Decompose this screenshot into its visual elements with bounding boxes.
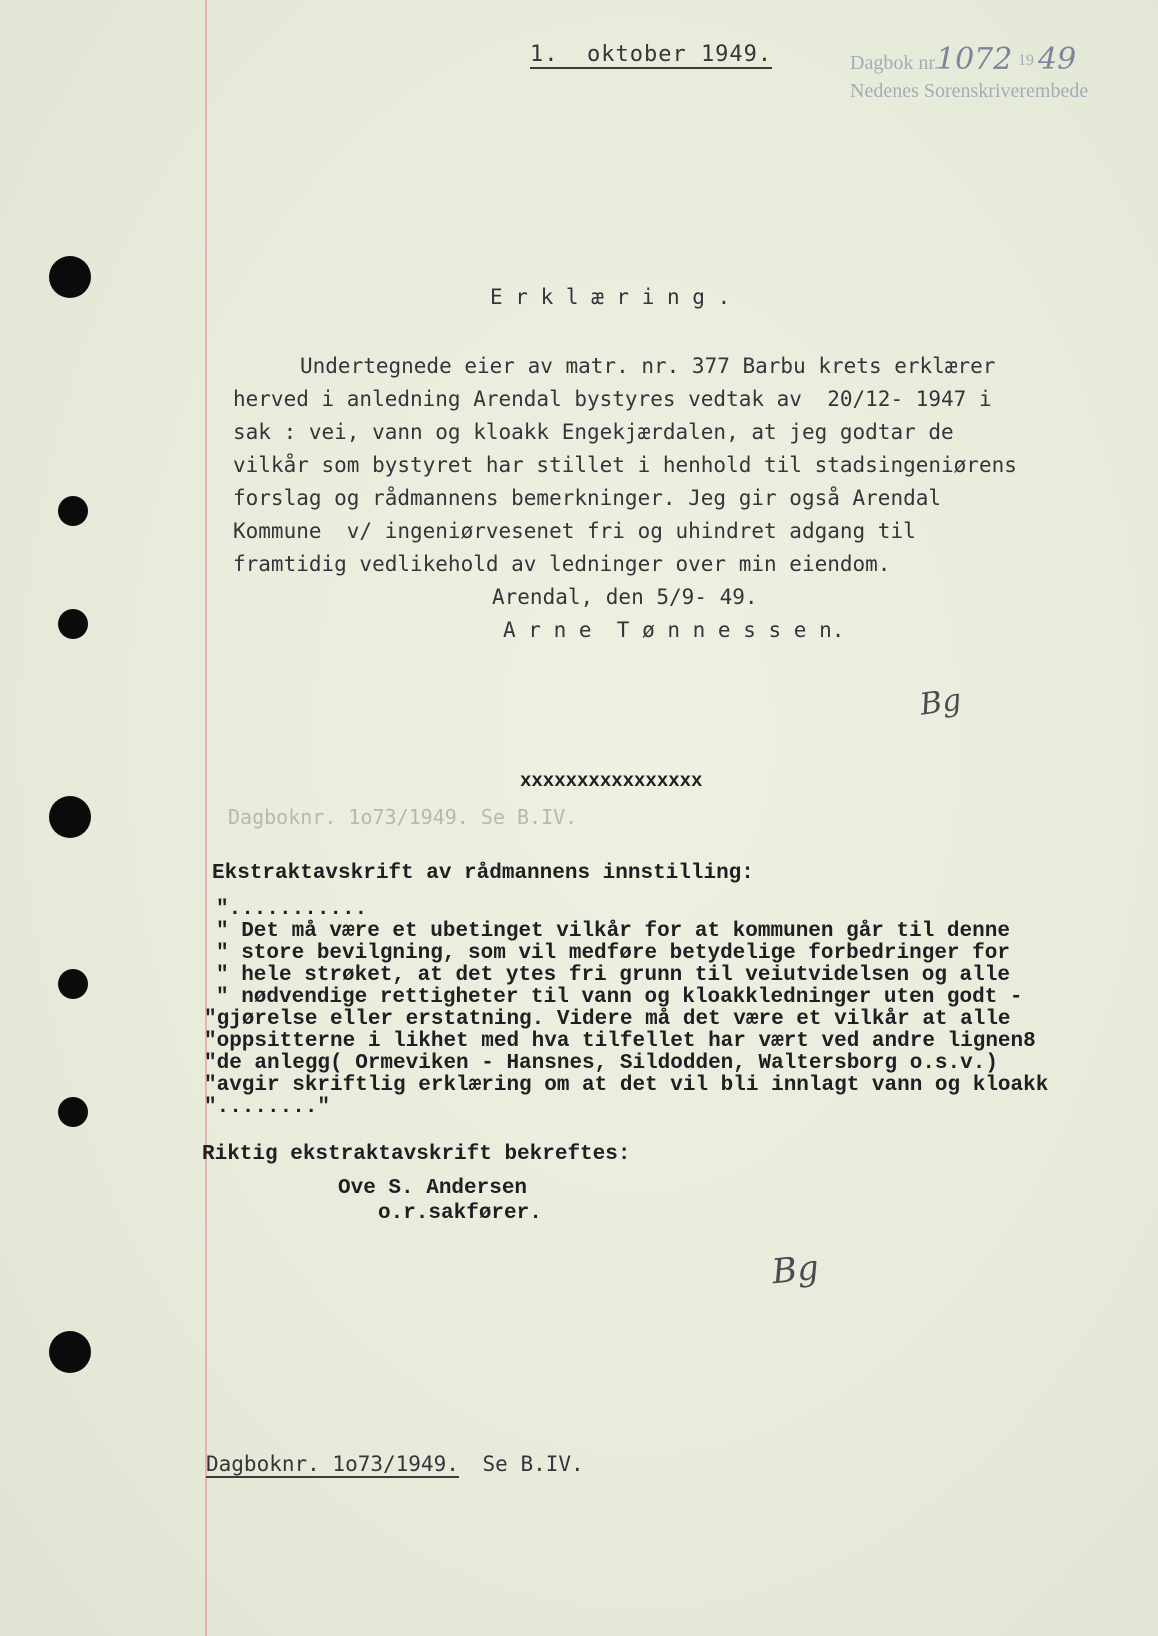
declaration-line: forslag og rådmannens bemerkninger. Jeg gir også Arendal — [233, 486, 942, 510]
declaration-line: sak : vei, vann og kloakk Engekjærdalen, at jeg godtar de — [233, 420, 954, 444]
extract-line: " store bevilgning, som vil medføre betydelige forbedringer for — [216, 942, 1010, 965]
punch-hole — [49, 256, 91, 298]
stamp-prefix: Dagbok nr. — [850, 52, 939, 74]
punch-hole — [49, 796, 91, 838]
certifier-name: Ove S. Andersen — [338, 1177, 528, 1200]
declaration-line: Undertegnede eier av matr. nr. 377 Barbu krets erklærer — [300, 354, 996, 378]
extract-line: "........" — [204, 1096, 331, 1119]
footer-see-ref: Se B.IV. — [482, 1452, 584, 1476]
punch-hole — [49, 1331, 91, 1373]
declaration-line: herved i anledning Arendal bystyres vedtak av 20/12- 1947 i — [233, 387, 992, 411]
stamp-year-hand: 49 — [1038, 42, 1077, 77]
declaration-line: framtidig vedlikehold av ledninger over min eiendom. — [233, 552, 891, 576]
footer-dagbok-ref: Dagboknr. 1o73/1949. — [206, 1452, 459, 1476]
extract-line: "gjørelse eller erstatning. Videre må det være et vilkår at alle — [204, 1008, 1011, 1031]
signature-typed: A r n e T ø n n e s s e n. — [503, 618, 845, 642]
journal-stamp — [850, 42, 1130, 108]
extract-line: "........... — [216, 898, 368, 921]
handwritten-initials: Bg — [917, 682, 964, 723]
footer-reference — [206, 1452, 584, 1476]
extract-line: " nødvendige rettigheter til vann og kloakkledninger uten godt - — [216, 986, 1023, 1009]
extract-line: " hele strøket, at det ytes fri grunn til veiutvidelsen og alle — [216, 964, 1010, 987]
punch-hole — [58, 496, 88, 526]
certification-text: Riktig ekstraktavskrift bekreftes: — [202, 1143, 631, 1166]
extract-line: "avgir skriftlig erklæring om at det vil bli innlagt vann og kloakk — [204, 1074, 1049, 1097]
extract-line: " Det må være et ubetinget vilkår for at kommunen går til denne — [216, 920, 1010, 943]
place-date: Arendal, den 5/9- 49. — [492, 585, 758, 609]
declaration-line: Kommune v/ ingeniørvesenet fri og uhindret adgang til — [233, 519, 916, 543]
extract-line: "de anlegg( Ormeviken - Hansnes, Sildodden, Waltersborg o.s.v.) — [204, 1052, 998, 1075]
faded-journal-entry: Dagboknr. 1o73/1949. Se B.IV. — [228, 805, 578, 829]
stamp-number: 1072 — [936, 42, 1013, 77]
certifier-title: o.r.sakfører. — [378, 1202, 542, 1225]
stamp-office: Nedenes Sorenskriverembede — [850, 80, 1089, 102]
declaration-line: vilkår som bystyret har stillet i henhold til stadsingeniørens — [233, 453, 1017, 477]
handwritten-initials: Bg — [770, 1247, 821, 1293]
extract-heading: Ekstraktavskrift av rådmannens innstilling: — [212, 862, 754, 885]
margin-line — [205, 0, 207, 1636]
stamp-year-printed: 19 — [1018, 52, 1034, 69]
extract-line: "oppsitterne i likhet med hva tilfellet har vært ved andre lignen8 — [204, 1030, 1036, 1053]
punch-hole — [58, 969, 88, 999]
declaration-title: E r k l æ r i n g . — [490, 285, 731, 309]
punch-hole — [58, 1097, 88, 1127]
separator-xs: xxxxxxxxxxxxxxxx — [520, 770, 703, 792]
document-date: 1. oktober 1949. — [530, 42, 773, 67]
punch-hole — [58, 609, 88, 639]
